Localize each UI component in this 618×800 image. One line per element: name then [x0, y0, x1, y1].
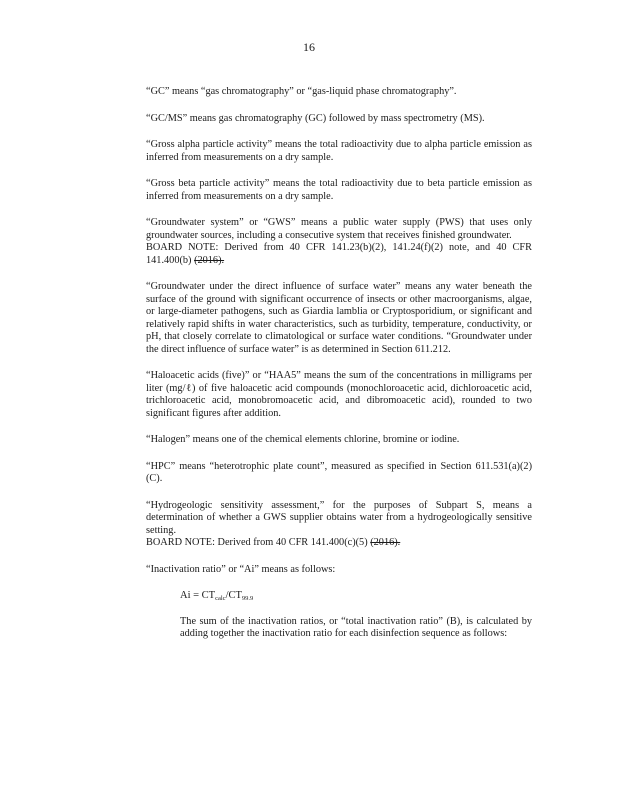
formula-sub-999: 99.9 — [241, 595, 254, 602]
definition-gross-beta: “Gross beta particle activity” means the total radioactivity due to beta particle emission as inferred from measurements on a dry sample. — [146, 178, 532, 202]
definition-hydrogeologic-text: “Hydrogeologic sensitivity assessment,” for the purposes of Subpart S, means a determination of whether a GWS supplier obtains water from a hydrogeologically sensitive setting. — [146, 499, 532, 536]
definition-gwudi: “Groundwater under the direct influence of surface water” means any water beneath the surface of the ground with significant occurrence of insects or other macroorganisms, algae, or large-diameter pathogens, such as Giardia lamblia or Cryptosporidium, or significant and relatively rapid shifts in water characteristics, such as turbidity, temperature, conductivity, or pH, that closely correlate to climatological or surface water conditions. “Groundwater under the direct influence of surface water” is as determined in Section 611.212. — [146, 281, 532, 355]
inactivation-formula — [180, 590, 532, 606]
board-note-hydro — [146, 537, 532, 550]
definition-gws — [146, 217, 532, 267]
definition-gcms: “GC/MS” means gas chromatography (GC) followed by mass spectrometry (MS). — [146, 112, 485, 124]
board-note-gws — [146, 242, 532, 267]
definition-haa5: “Haloacetic acids (five)” or “HAA5” means the sum of the concentrations in milligrams per liter (mg/ℓ) of five haloacetic acid compounds (monochloroacetic acid, dichloroacetic acid, trichloroacetic acid, monobromoacetic acid, and dibromoacetic acid), rounded to two significant figures after addition. — [146, 370, 532, 419]
board-note-hydro-strike: (2016). — [370, 537, 401, 548]
definition-inactivation: “Inactivation ratio” or “Ai” means as follows: — [146, 563, 336, 575]
formula-main: Ai = CT — [180, 590, 216, 601]
board-note-hydro-text: BOARD NOTE: Derived from 40 CFR 141.400(c)(5) — [146, 537, 368, 548]
definition-hpc: “HPC” means “heterotrophic plate count”, measured as specified in Section 611.531(a)(2)(C). — [146, 460, 532, 484]
board-note-gws-text: BOARD NOTE: Derived from 40 CFR 141.23(b)(2), 141.24(f)(2) note, and 40 CFR 141.400(b) — [146, 242, 532, 266]
page-number: 16 — [303, 40, 315, 54]
definition-hydrogeologic — [146, 500, 532, 550]
total-inactivation-text: The sum of the inactivation ratios, or “total inactivation ratio” (B), is calculated by adding together the inactivation ratio for each disinfection sequence as follows: — [180, 615, 532, 639]
definition-gross-alpha: “Gross alpha particle activity” means the total radioactivity due to alpha particle emission as inferred from measurements on a dry sample. — [146, 139, 532, 163]
board-note-gws-strike: (2016). — [194, 254, 225, 266]
formula-mid: /CT — [225, 590, 242, 601]
definition-gws-text: “Groundwater system” or “GWS” means a public water supply (PWS) that uses only groundwater sources, including a consecutive system that receives finished groundwater. — [146, 217, 532, 241]
definition-halogen: “Halogen” means one of the chemical elements chlorine, bromine or iodine. — [146, 434, 460, 445]
definition-gc: “GC” means “gas chromatography” or “gas-liquid phase chromatography”. — [146, 86, 457, 97]
document-body — [146, 86, 532, 655]
formula-sub-calc: calc — [215, 595, 226, 602]
